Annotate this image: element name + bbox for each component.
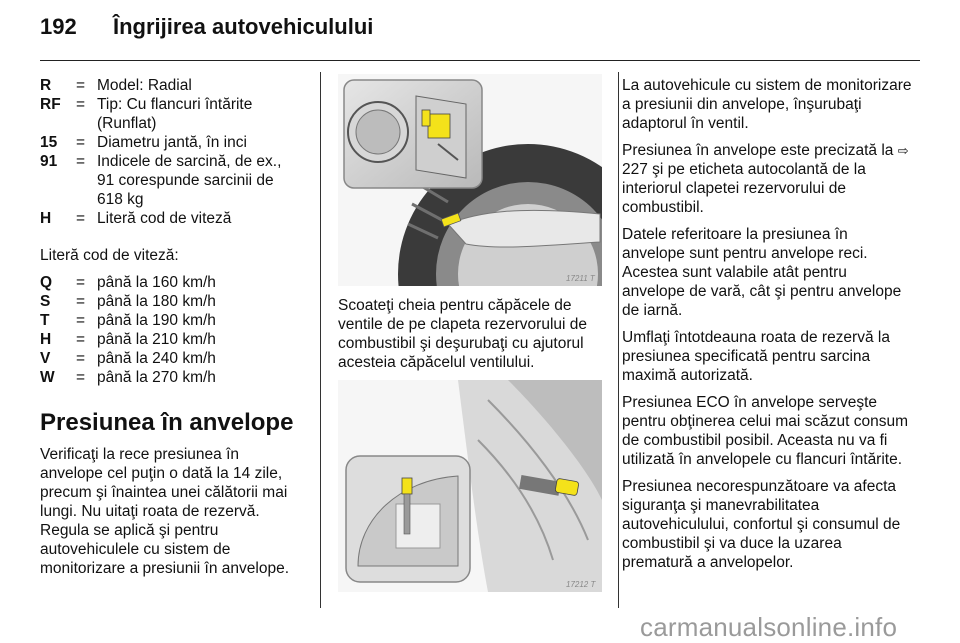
definition-key: 91 [40, 153, 58, 170]
definition-key: V [40, 350, 51, 367]
figure-valve-key [338, 74, 602, 286]
definition-equals: = [76, 350, 86, 367]
section-body: Verificaţi la rece presiunea în anvelope cel puţin o dată la 14 zile, precum şi înaintea unei călătorii mai lungi. Nu uitaţi roata de rezervă. Regula se aplică şi pentru autovehiculele cu sistem de monitorizare a presiunii în anvelope. [40, 446, 289, 577]
paragraph: Datele referitoare la presiunea în anvelope sunt pentru anvelope reci. Acestea sunt valabile atât pentru anvelope de vară, cât şi pentru anvelope de iarnă. [622, 226, 902, 319]
paragraph: Umflaţi întotdeauna roata de rezervă la presiunea specificată pentru sarcina maximă autorizată. [622, 329, 890, 384]
paragraph: Presiunea necorespunzătoare va afecta siguranţa şi manevrabilitatea autovehiculului, confortul şi consumul de combustibil şi va duce la uzarea prematură a anvelopelor. [622, 478, 901, 571]
figure-caption: Scoateţi cheia pentru căpăcele de ventile de pe clapeta rezervorului de combustibil şi deşurubaţi cu ajutorul acesteia căpăcelul ventilului. [338, 297, 588, 371]
definition-value: până la 190 km/h [97, 312, 216, 329]
definition-equals: = [76, 369, 86, 386]
paragraph-with-reference [622, 141, 912, 217]
definition-row [40, 152, 302, 209]
page-reference-icon[interactable]: ⇨ [897, 143, 909, 158]
definition-key: H [40, 210, 52, 227]
paragraph: Presiunea ECO în anvelope serveşte pentru obţinerea celui mai scăzut consum de combustibil posibil. Aceasta nu va fi utilizată în anvelopele cu flancuri întărite. [622, 394, 909, 468]
column-1 [40, 76, 302, 578]
definition-key: H [40, 331, 52, 348]
definition-row [40, 209, 302, 228]
definition-equals: = [76, 331, 86, 348]
definition-key: W [40, 369, 55, 386]
figure-valve-cap [338, 380, 602, 592]
definition-row [40, 349, 302, 368]
definition-row [40, 95, 302, 133]
paragraph-text: 227 şi pe eticheta autocolantă de la interiorul clapetei rezervorului de combustibil. [622, 161, 866, 216]
definition-row [40, 311, 302, 330]
definition-row [40, 368, 302, 387]
definition-value: până la 240 km/h [97, 350, 216, 367]
section-title: Presiunea în anvelope [40, 409, 294, 436]
paragraph-text: Presiunea în anvelope este precizată la [622, 142, 898, 159]
definition-equals: = [76, 77, 86, 94]
definition-value: Indicele de sarcină, de ex., 91 corespunde sarcinii de 618 kg [97, 153, 282, 208]
definition-equals: = [76, 312, 86, 329]
column-divider-2 [618, 72, 619, 608]
definition-value: Model: Radial [97, 77, 192, 94]
column-3 [622, 76, 912, 580]
definition-equals: = [76, 293, 86, 310]
definition-equals: = [76, 96, 86, 113]
definition-key: S [40, 293, 51, 310]
definition-row [40, 273, 302, 292]
paragraph: La autovehicule cu sistem de monitorizare a presiunii din anvelope, înşurubaţi adaptorul în ventil. [622, 77, 912, 132]
definition-key: RF [40, 96, 61, 113]
speed-code-intro: Literă cod de viteză: [40, 247, 179, 264]
page-title: Îngrijirea autovehiculului [113, 14, 374, 39]
definition-value: Literă cod de viteză [97, 210, 232, 227]
definition-value: până la 270 km/h [97, 369, 216, 386]
definition-row [40, 292, 302, 311]
definition-equals: = [76, 274, 86, 291]
column-divider-1 [320, 72, 321, 608]
definition-key: Q [40, 274, 53, 291]
page-number: 192 [40, 14, 77, 39]
tyre-code-list [40, 76, 302, 228]
definition-value: până la 210 km/h [97, 331, 216, 348]
definition-equals: = [76, 134, 86, 151]
definition-value: Diametru jantă, în inci [97, 134, 247, 151]
valve-key-illustration [338, 74, 602, 286]
definition-value: Tip: Cu flancuri întărite (Runflat) [97, 96, 253, 132]
definition-value: până la 180 km/h [97, 293, 216, 310]
definition-equals: = [76, 210, 86, 227]
watermark: carmanualsonline.info [640, 612, 898, 642]
definition-key: T [40, 312, 50, 329]
definition-row [40, 76, 302, 95]
figure-code: 17212 T [566, 580, 596, 589]
valve-cap-illustration [338, 380, 602, 592]
definition-row [40, 133, 302, 152]
speed-code-list [40, 273, 302, 387]
definition-value: până la 160 km/h [97, 274, 216, 291]
column-2-caption [338, 296, 600, 372]
figure-code: 17211 T [566, 274, 595, 283]
header-rule [40, 60, 920, 61]
definition-row [40, 330, 302, 349]
definition-equals: = [76, 153, 86, 170]
definition-key: 15 [40, 134, 58, 151]
definition-key: R [40, 77, 52, 94]
